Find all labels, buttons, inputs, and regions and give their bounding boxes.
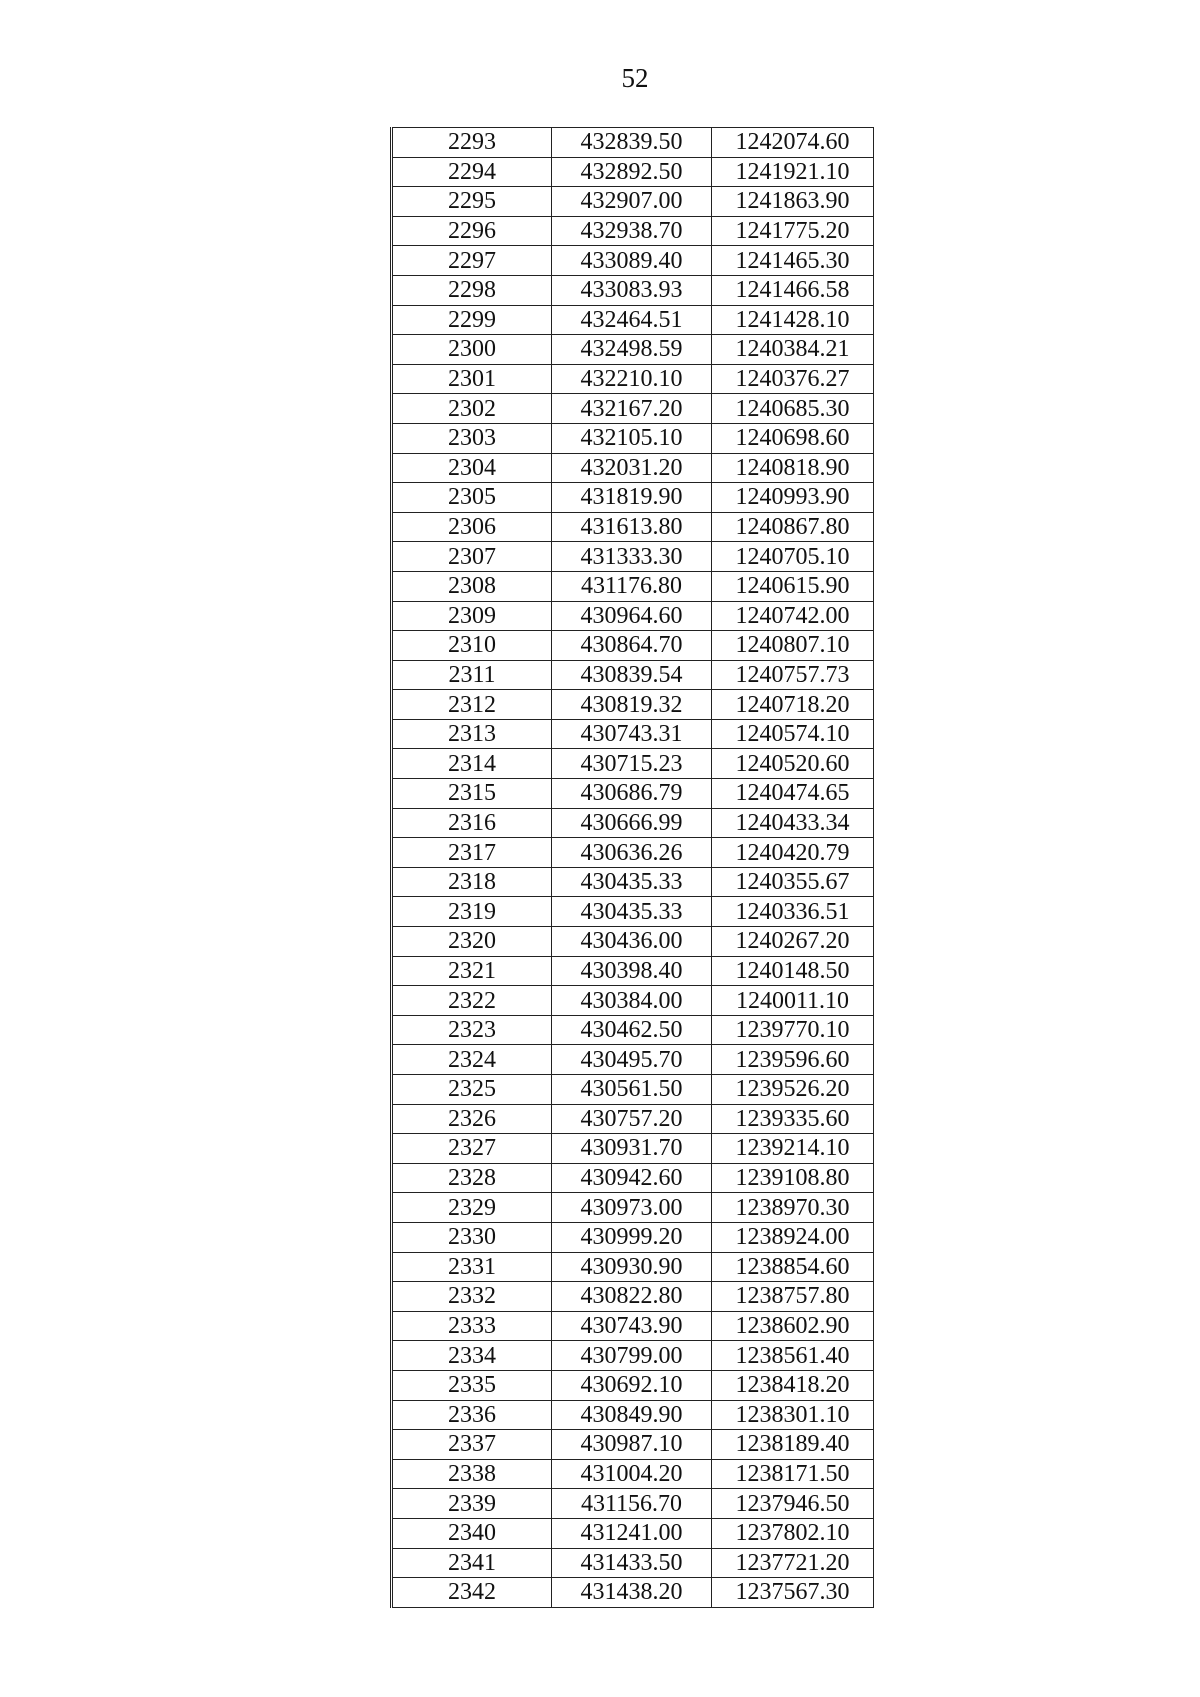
table-row bbox=[392, 1578, 874, 1608]
y-coordinate-cell: 1240705.10 bbox=[712, 542, 874, 572]
point-number-cell: 2323 bbox=[392, 1015, 552, 1045]
table-row bbox=[392, 719, 874, 749]
table-row bbox=[392, 1548, 874, 1578]
x-coordinate-cell: 430930.90 bbox=[552, 1252, 712, 1282]
y-coordinate-cell: 1240685.30 bbox=[712, 394, 874, 424]
x-coordinate-cell: 430942.60 bbox=[552, 1163, 712, 1193]
x-coordinate-cell: 430743.90 bbox=[552, 1311, 712, 1341]
y-coordinate-cell: 1239335.60 bbox=[712, 1104, 874, 1134]
y-coordinate-cell: 1238301.10 bbox=[712, 1400, 874, 1430]
table-row bbox=[392, 1222, 874, 1252]
table-row bbox=[392, 305, 874, 335]
y-coordinate-cell: 1238854.60 bbox=[712, 1252, 874, 1282]
point-number-cell: 2324 bbox=[392, 1045, 552, 1075]
table-row bbox=[392, 897, 874, 927]
table-row bbox=[392, 275, 874, 305]
x-coordinate-cell: 430561.50 bbox=[552, 1075, 712, 1105]
point-number-cell: 2338 bbox=[392, 1459, 552, 1489]
point-number-cell: 2332 bbox=[392, 1282, 552, 1312]
x-coordinate-cell: 430435.33 bbox=[552, 897, 712, 927]
point-number-cell: 2312 bbox=[392, 690, 552, 720]
point-number-cell: 2296 bbox=[392, 216, 552, 246]
y-coordinate-cell: 1240433.34 bbox=[712, 808, 874, 838]
x-coordinate-cell: 431176.80 bbox=[552, 571, 712, 601]
y-coordinate-cell: 1239596.60 bbox=[712, 1045, 874, 1075]
table-row bbox=[392, 1104, 874, 1134]
table-row bbox=[392, 1163, 874, 1193]
point-number-cell: 2318 bbox=[392, 867, 552, 897]
x-coordinate-cell: 430398.40 bbox=[552, 956, 712, 986]
x-coordinate-cell: 430999.20 bbox=[552, 1222, 712, 1252]
point-number-cell: 2321 bbox=[392, 956, 552, 986]
point-number-cell: 2335 bbox=[392, 1370, 552, 1400]
coordinates-table-body bbox=[392, 128, 874, 1608]
table-row bbox=[392, 867, 874, 897]
y-coordinate-cell: 1237721.20 bbox=[712, 1548, 874, 1578]
table-row bbox=[392, 1370, 874, 1400]
table-row bbox=[392, 779, 874, 809]
table-row bbox=[392, 246, 874, 276]
y-coordinate-cell: 1240376.27 bbox=[712, 364, 874, 394]
table-row bbox=[392, 364, 874, 394]
table-row bbox=[392, 1341, 874, 1371]
table-row bbox=[392, 631, 874, 661]
point-number-cell: 2319 bbox=[392, 897, 552, 927]
y-coordinate-cell: 1242074.60 bbox=[712, 128, 874, 158]
coordinates-table bbox=[390, 127, 874, 1608]
y-coordinate-cell: 1241428.10 bbox=[712, 305, 874, 335]
table-row bbox=[392, 808, 874, 838]
point-number-cell: 2336 bbox=[392, 1400, 552, 1430]
x-coordinate-cell: 430495.70 bbox=[552, 1045, 712, 1075]
point-number-cell: 2314 bbox=[392, 749, 552, 779]
y-coordinate-cell: 1238171.50 bbox=[712, 1459, 874, 1489]
point-number-cell: 2310 bbox=[392, 631, 552, 661]
point-number-cell: 2299 bbox=[392, 305, 552, 335]
table-row bbox=[392, 601, 874, 631]
y-coordinate-cell: 1239108.80 bbox=[712, 1163, 874, 1193]
x-coordinate-cell: 432938.70 bbox=[552, 216, 712, 246]
x-coordinate-cell: 430973.00 bbox=[552, 1193, 712, 1223]
point-number-cell: 2298 bbox=[392, 275, 552, 305]
table-row bbox=[392, 1518, 874, 1548]
table-row bbox=[392, 128, 874, 158]
table-row bbox=[392, 453, 874, 483]
point-number-cell: 2339 bbox=[392, 1489, 552, 1519]
table-row bbox=[392, 335, 874, 365]
table-row bbox=[392, 1459, 874, 1489]
x-coordinate-cell: 432892.50 bbox=[552, 157, 712, 187]
point-number-cell: 2322 bbox=[392, 986, 552, 1016]
table-row bbox=[392, 157, 874, 187]
x-coordinate-cell: 430799.00 bbox=[552, 1341, 712, 1371]
y-coordinate-cell: 1240384.21 bbox=[712, 335, 874, 365]
x-coordinate-cell: 433083.93 bbox=[552, 275, 712, 305]
x-coordinate-cell: 432167.20 bbox=[552, 394, 712, 424]
table-row bbox=[392, 571, 874, 601]
x-coordinate-cell: 430931.70 bbox=[552, 1134, 712, 1164]
point-number-cell: 2337 bbox=[392, 1430, 552, 1460]
x-coordinate-cell: 430715.23 bbox=[552, 749, 712, 779]
table-row bbox=[392, 216, 874, 246]
y-coordinate-cell: 1237946.50 bbox=[712, 1489, 874, 1519]
point-number-cell: 2330 bbox=[392, 1222, 552, 1252]
point-number-cell: 2331 bbox=[392, 1252, 552, 1282]
point-number-cell: 2334 bbox=[392, 1341, 552, 1371]
y-coordinate-cell: 1240993.90 bbox=[712, 483, 874, 513]
y-coordinate-cell: 1240807.10 bbox=[712, 631, 874, 661]
table-row bbox=[392, 1282, 874, 1312]
y-coordinate-cell: 1240867.80 bbox=[712, 512, 874, 542]
y-coordinate-cell: 1239770.10 bbox=[712, 1015, 874, 1045]
x-coordinate-cell: 431004.20 bbox=[552, 1459, 712, 1489]
y-coordinate-cell: 1238189.40 bbox=[712, 1430, 874, 1460]
point-number-cell: 2333 bbox=[392, 1311, 552, 1341]
point-number-cell: 2305 bbox=[392, 483, 552, 513]
y-coordinate-cell: 1239526.20 bbox=[712, 1075, 874, 1105]
table-row bbox=[392, 187, 874, 217]
point-number-cell: 2311 bbox=[392, 660, 552, 690]
x-coordinate-cell: 430384.00 bbox=[552, 986, 712, 1016]
y-coordinate-cell: 1240615.90 bbox=[712, 571, 874, 601]
x-coordinate-cell: 431613.80 bbox=[552, 512, 712, 542]
point-number-cell: 2325 bbox=[392, 1075, 552, 1105]
x-coordinate-cell: 433089.40 bbox=[552, 246, 712, 276]
x-coordinate-cell: 432907.00 bbox=[552, 187, 712, 217]
y-coordinate-cell: 1238924.00 bbox=[712, 1222, 874, 1252]
point-number-cell: 2301 bbox=[392, 364, 552, 394]
point-number-cell: 2316 bbox=[392, 808, 552, 838]
table-row bbox=[392, 1311, 874, 1341]
table-row bbox=[392, 1045, 874, 1075]
table-row bbox=[392, 956, 874, 986]
point-number-cell: 2304 bbox=[392, 453, 552, 483]
table-row bbox=[392, 542, 874, 572]
y-coordinate-cell: 1238418.20 bbox=[712, 1370, 874, 1400]
point-number-cell: 2297 bbox=[392, 246, 552, 276]
x-coordinate-cell: 431333.30 bbox=[552, 542, 712, 572]
x-coordinate-cell: 431241.00 bbox=[552, 1518, 712, 1548]
x-coordinate-cell: 430822.80 bbox=[552, 1282, 712, 1312]
table-row bbox=[392, 690, 874, 720]
x-coordinate-cell: 431819.90 bbox=[552, 483, 712, 513]
point-number-cell: 2294 bbox=[392, 157, 552, 187]
table-row bbox=[392, 1430, 874, 1460]
point-number-cell: 2309 bbox=[392, 601, 552, 631]
table-row bbox=[392, 1075, 874, 1105]
x-coordinate-cell: 430436.00 bbox=[552, 927, 712, 957]
point-number-cell: 2306 bbox=[392, 512, 552, 542]
table-row bbox=[392, 483, 874, 513]
y-coordinate-cell: 1240011.10 bbox=[712, 986, 874, 1016]
table-row bbox=[392, 749, 874, 779]
y-coordinate-cell: 1238970.30 bbox=[712, 1193, 874, 1223]
point-number-cell: 2340 bbox=[392, 1518, 552, 1548]
point-number-cell: 2341 bbox=[392, 1548, 552, 1578]
y-coordinate-cell: 1237802.10 bbox=[712, 1518, 874, 1548]
point-number-cell: 2329 bbox=[392, 1193, 552, 1223]
x-coordinate-cell: 430987.10 bbox=[552, 1430, 712, 1460]
point-number-cell: 2300 bbox=[392, 335, 552, 365]
y-coordinate-cell: 1240757.73 bbox=[712, 660, 874, 690]
y-coordinate-cell: 1240698.60 bbox=[712, 423, 874, 453]
x-coordinate-cell: 430686.79 bbox=[552, 779, 712, 809]
point-number-cell: 2342 bbox=[392, 1578, 552, 1608]
x-coordinate-cell: 430839.54 bbox=[552, 660, 712, 690]
y-coordinate-cell: 1241465.30 bbox=[712, 246, 874, 276]
y-coordinate-cell: 1240336.51 bbox=[712, 897, 874, 927]
y-coordinate-cell: 1240474.65 bbox=[712, 779, 874, 809]
point-number-cell: 2313 bbox=[392, 719, 552, 749]
x-coordinate-cell: 430849.90 bbox=[552, 1400, 712, 1430]
y-coordinate-cell: 1237567.30 bbox=[712, 1578, 874, 1608]
x-coordinate-cell: 430743.31 bbox=[552, 719, 712, 749]
y-coordinate-cell: 1238561.40 bbox=[712, 1341, 874, 1371]
table-row bbox=[392, 512, 874, 542]
y-coordinate-cell: 1240574.10 bbox=[712, 719, 874, 749]
page-number: 52 bbox=[621, 63, 649, 93]
table-row bbox=[392, 1193, 874, 1223]
y-coordinate-cell: 1240818.90 bbox=[712, 453, 874, 483]
point-number-cell: 2327 bbox=[392, 1134, 552, 1164]
x-coordinate-cell: 430692.10 bbox=[552, 1370, 712, 1400]
y-coordinate-cell: 1240420.79 bbox=[712, 838, 874, 868]
table-row bbox=[392, 986, 874, 1016]
y-coordinate-cell: 1240742.00 bbox=[712, 601, 874, 631]
table-row bbox=[392, 1400, 874, 1430]
table-row bbox=[392, 1252, 874, 1282]
y-coordinate-cell: 1239214.10 bbox=[712, 1134, 874, 1164]
y-coordinate-cell: 1241863.90 bbox=[712, 187, 874, 217]
x-coordinate-cell: 431433.50 bbox=[552, 1548, 712, 1578]
table-row bbox=[392, 394, 874, 424]
table-row bbox=[392, 838, 874, 868]
point-number-cell: 2302 bbox=[392, 394, 552, 424]
point-number-cell: 2317 bbox=[392, 838, 552, 868]
y-coordinate-cell: 1240520.60 bbox=[712, 749, 874, 779]
x-coordinate-cell: 430964.60 bbox=[552, 601, 712, 631]
x-coordinate-cell: 430435.33 bbox=[552, 867, 712, 897]
point-number-cell: 2326 bbox=[392, 1104, 552, 1134]
table-row bbox=[392, 1134, 874, 1164]
table-row bbox=[392, 423, 874, 453]
y-coordinate-cell: 1241775.20 bbox=[712, 216, 874, 246]
point-number-cell: 2307 bbox=[392, 542, 552, 572]
x-coordinate-cell: 430666.99 bbox=[552, 808, 712, 838]
x-coordinate-cell: 431156.70 bbox=[552, 1489, 712, 1519]
x-coordinate-cell: 430864.70 bbox=[552, 631, 712, 661]
point-number-cell: 2315 bbox=[392, 779, 552, 809]
x-coordinate-cell: 432105.10 bbox=[552, 423, 712, 453]
point-number-cell: 2293 bbox=[392, 128, 552, 158]
x-coordinate-cell: 432210.10 bbox=[552, 364, 712, 394]
x-coordinate-cell: 430819.32 bbox=[552, 690, 712, 720]
y-coordinate-cell: 1240267.20 bbox=[712, 927, 874, 957]
point-number-cell: 2295 bbox=[392, 187, 552, 217]
y-coordinate-cell: 1238602.90 bbox=[712, 1311, 874, 1341]
table-row bbox=[392, 660, 874, 690]
point-number-cell: 2308 bbox=[392, 571, 552, 601]
x-coordinate-cell: 432839.50 bbox=[552, 128, 712, 158]
y-coordinate-cell: 1240148.50 bbox=[712, 956, 874, 986]
y-coordinate-cell: 1238757.80 bbox=[712, 1282, 874, 1312]
point-number-cell: 2303 bbox=[392, 423, 552, 453]
x-coordinate-cell: 430636.26 bbox=[552, 838, 712, 868]
y-coordinate-cell: 1241921.10 bbox=[712, 157, 874, 187]
point-number-cell: 2328 bbox=[392, 1163, 552, 1193]
table-row bbox=[392, 1489, 874, 1519]
x-coordinate-cell: 430462.50 bbox=[552, 1015, 712, 1045]
y-coordinate-cell: 1241466.58 bbox=[712, 275, 874, 305]
point-number-cell: 2320 bbox=[392, 927, 552, 957]
x-coordinate-cell: 432464.51 bbox=[552, 305, 712, 335]
x-coordinate-cell: 430757.20 bbox=[552, 1104, 712, 1134]
x-coordinate-cell: 432498.59 bbox=[552, 335, 712, 365]
x-coordinate-cell: 431438.20 bbox=[552, 1578, 712, 1608]
x-coordinate-cell: 432031.20 bbox=[552, 453, 712, 483]
table-row bbox=[392, 1015, 874, 1045]
table-row bbox=[392, 927, 874, 957]
y-coordinate-cell: 1240718.20 bbox=[712, 690, 874, 720]
y-coordinate-cell: 1240355.67 bbox=[712, 867, 874, 897]
